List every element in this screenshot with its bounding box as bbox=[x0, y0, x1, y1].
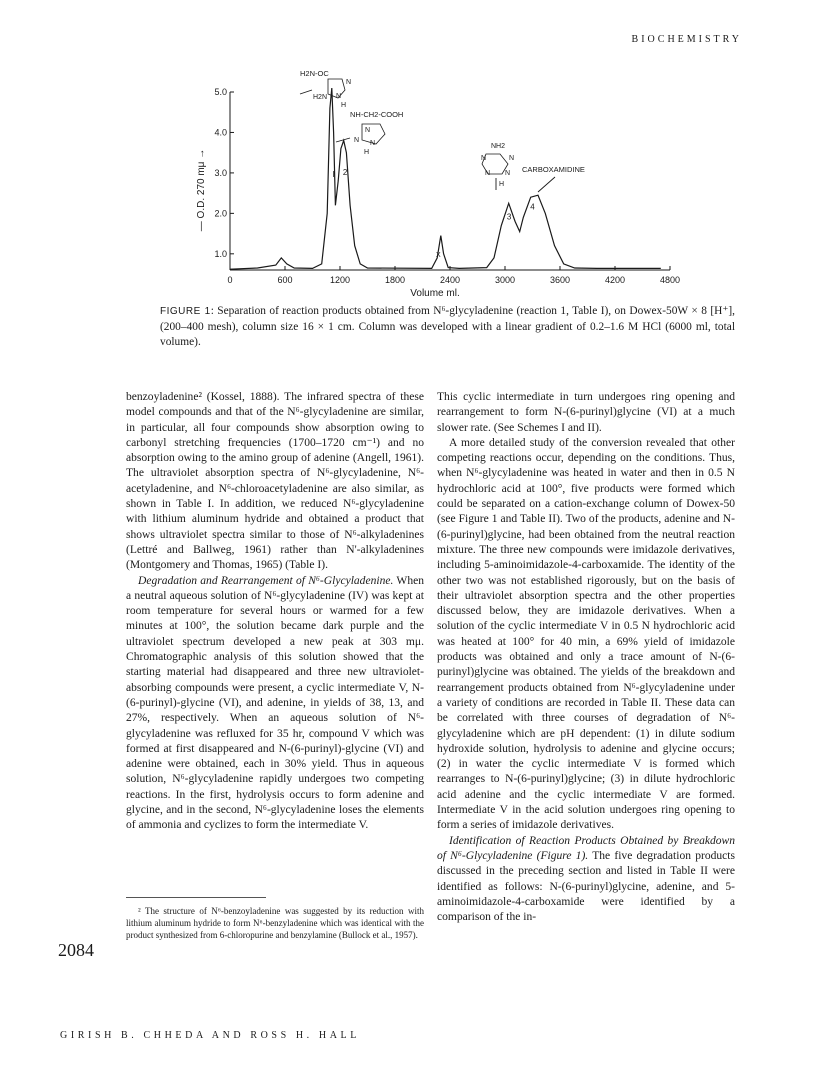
x-tick-label: 600 bbox=[277, 275, 293, 285]
structure-label: H2N-OC bbox=[300, 69, 329, 78]
structure-annotations bbox=[300, 69, 585, 259]
footnote bbox=[126, 905, 424, 941]
paragraph bbox=[437, 834, 735, 926]
y-axis-label: — O.D. 270 mμ → bbox=[196, 148, 207, 232]
structure-atom: H bbox=[499, 181, 505, 188]
chart-ticks bbox=[214, 87, 680, 285]
pointer-arrow bbox=[300, 90, 312, 94]
structure-atom: N bbox=[481, 155, 487, 162]
left-column bbox=[126, 390, 424, 834]
structure-atom: N bbox=[346, 79, 352, 86]
page-number: 2084 bbox=[58, 940, 94, 960]
structure-label: CARBOXAMIDINE bbox=[522, 165, 585, 174]
footnote-divider bbox=[126, 897, 266, 898]
structure-atom: N bbox=[509, 155, 515, 162]
structure-label: NH-CH2-COOH bbox=[350, 110, 404, 119]
structure-atom: H bbox=[364, 149, 370, 156]
y-tick-label: 3.0 bbox=[214, 167, 227, 178]
structure-label: NH2 bbox=[491, 143, 506, 150]
y-tick-label: 2.0 bbox=[214, 208, 227, 219]
structure-label: H2N bbox=[313, 94, 328, 101]
paragraph-text: When a neutral aqueous solution of N⁶-glycyladenine (IV) was kept at room temperature for several hours or warmed for a few minutes at 100°, the solution became dark purple and the ultraviolet spectrum developed a new peak at 303 mμ. Chromatographic analysis of this solution showed that the starting material had disappeared and three new ultraviolet-absorbing compounds were present, a cyclic intermediate V, N-(6-purinyl)-glycine (VI), and adenine, in yields of 38, 13, and 27%, respectively. When an aqueous solution of N⁶-glycyladenine was refluxed for 35 hr, compound V which was formed at first disappeared and N-(6-purinyl)-glycine (VI) and adenine were obtained, each in 30% yield. Thus in aqueous solution, N⁶-glycyladenine rapidly undergoes two competing reactions. In the first, hydrolysis occurs to form adenine and glycine, and in the second, N⁶-glycyladenine loses the elements of ammonia and cyclizes to form the intermediate V. bbox=[126, 574, 424, 832]
section-heading: Identification of Reaction Products Obtained by Breakdown of N⁶-Glycyladenine (Figure 1). bbox=[437, 834, 735, 862]
x-tick-label: 1800 bbox=[384, 275, 406, 285]
structure-atom: H bbox=[341, 102, 347, 109]
caption-text: : Separation of reaction products obtained from N⁶-glycyladenine (reaction 1, Table I), on Dowex-50W × 8 [H⁺], (200–400 mesh), column size 16 × 1 cm. Column was developed with a linear gradient of 0.2–1.6 M HCl (6000 ml, total volume). bbox=[160, 305, 735, 348]
paragraph: benzoyladenine² (Kossel, 1888). The infrared spectra of these model compounds and that of the N⁶-glycyladenine are similar, in particular, all four compounds show absorption owing to carbonyl stretching frequencies (1700–1720 cm⁻¹) and no absorption owing to the amino group of adenine (Angell, 1961). The ultraviolet absorption spectra of N⁶-glycyladenine, N⁶-acetyladenine, and N⁶-chloroacetyladenine are also similar, as shown in Table I. In addition, we reduced N⁶-glycyladenine with lithium aluminum hydride and obtained a product that shows ultraviolet spectra similar to those of N⁶-alkyladenines (Lettré and Ballweg, 1961) rather than N'-alkyladenines (Montgomery and Thomas, 1965) (Table I). bbox=[126, 391, 424, 572]
chromatogram-chart bbox=[190, 62, 710, 302]
journal-title: BIOCHEMISTRY bbox=[631, 34, 742, 45]
x-axis-label: Volume ml. bbox=[410, 288, 460, 299]
section-heading: Degradation and Rearrangement of N⁶-Glycyladenine. bbox=[138, 574, 394, 587]
x-tick-label: 1200 bbox=[329, 275, 351, 285]
structure-atom: N bbox=[336, 93, 342, 100]
y-tick-label: 4.0 bbox=[214, 127, 227, 138]
right-column bbox=[437, 390, 735, 925]
pointer-arrow bbox=[538, 177, 555, 192]
structure-atom: N bbox=[370, 140, 376, 147]
x-tick-label: 3600 bbox=[549, 275, 571, 285]
paragraph-text: The five degradation products discussed in the preceding section and listed in Table II were identified as follows: N-(6-purinyl)glycine, adenine, and 5-aminoimidazole-4-carboxamide were identified by a comparison of the in- bbox=[437, 849, 735, 924]
x-tick-label: 2400 bbox=[439, 275, 461, 285]
paragraph: A more detailed study of the conversion revealed that other competing reactions occur, depending on the conditions. Thus, when N⁶-glycyladenine was heated in water and then in 0.5 N hydrochloric acid at 100°, five products were formed which could be separated on a cation-exchange column of Dowex-50 (see Figure 1 and Table II). Two of the products, adenine and N-(6-purinyl)glycine, had been obtained from the neutral reaction mixture. The three new compounds were imidazole derivatives, including 5-aminoimidazole-4-carboxamide. The identity of the other two was not established rigorously, but on the basis of their ultraviolet absorption spectra and the other properties discussed below, they are imidazole derivatives. When a solution of the cyclic intermediate V in 0.5 N hydrochloric acid was heated at 100° for 40 min, a 69% yield of imidazole products was obtained and only a trace amount of N-(6-purinyl)glycine was obtained. The yields of the breakdown and rearrangement products obtained from N⁶-glycyladenine under a variety of conditions are recorded in Table II. These data can be correlated with three courses of degradation of N⁶-glycyladenine which are pH dependent: (1) in dilute sodium hydroxide solution, hydrolysis to adenine and glycine occurs; (2) in water the cyclic intermediate V is formed which rearranges to N-(6-purinyl)glycine; (3) in dilute hydrochloric acid adenine and the cyclic intermediate V are formed. Intermediate V in the acid solution undergoes ring opening to form a series of imidazole derivatives. bbox=[437, 436, 735, 832]
structure-atom: N bbox=[505, 170, 511, 177]
paragraph: This cyclic intermediate in turn undergoes ring opening and rearrangement to form N-(6-purinyl)glycine (VI) at a much slower rate. (See Schemes I and II). bbox=[437, 391, 735, 434]
peak-label: I bbox=[332, 169, 335, 179]
peak-label: 4 bbox=[530, 202, 535, 212]
y-tick-label: 5.0 bbox=[214, 87, 227, 97]
figure-caption bbox=[160, 304, 735, 351]
x-tick-label: 3000 bbox=[494, 275, 516, 285]
x-tick-label: 4200 bbox=[604, 275, 626, 285]
peak-label: 2 bbox=[342, 167, 348, 177]
structure-atom: N bbox=[485, 170, 491, 177]
series-line bbox=[230, 88, 661, 269]
peak-label: 3 bbox=[506, 212, 512, 222]
x-tick-label: 4800 bbox=[659, 275, 681, 285]
structure-label: X bbox=[436, 252, 441, 259]
caption-label: FIGURE 1 bbox=[160, 306, 211, 317]
paragraph bbox=[126, 574, 424, 834]
chart-axes bbox=[230, 92, 670, 270]
x-tick-label: 0 bbox=[227, 275, 233, 285]
footnote-text: ² The structure of N⁶-benzoyladenine was suggested by its reduction with lithium aluminum hydride to form N⁶-benzyladenine which was identical with the product synthesized from 6-chloropurine and benzylamine (Bullock et al., 1957). bbox=[126, 906, 424, 940]
structure-atom: N bbox=[354, 137, 360, 144]
running-footer-authors: GIRISH B. CHHEDA AND ROSS H. HALL bbox=[60, 1030, 360, 1041]
structure-atom: N bbox=[365, 127, 371, 134]
y-tick-label: 1.0 bbox=[214, 248, 227, 259]
